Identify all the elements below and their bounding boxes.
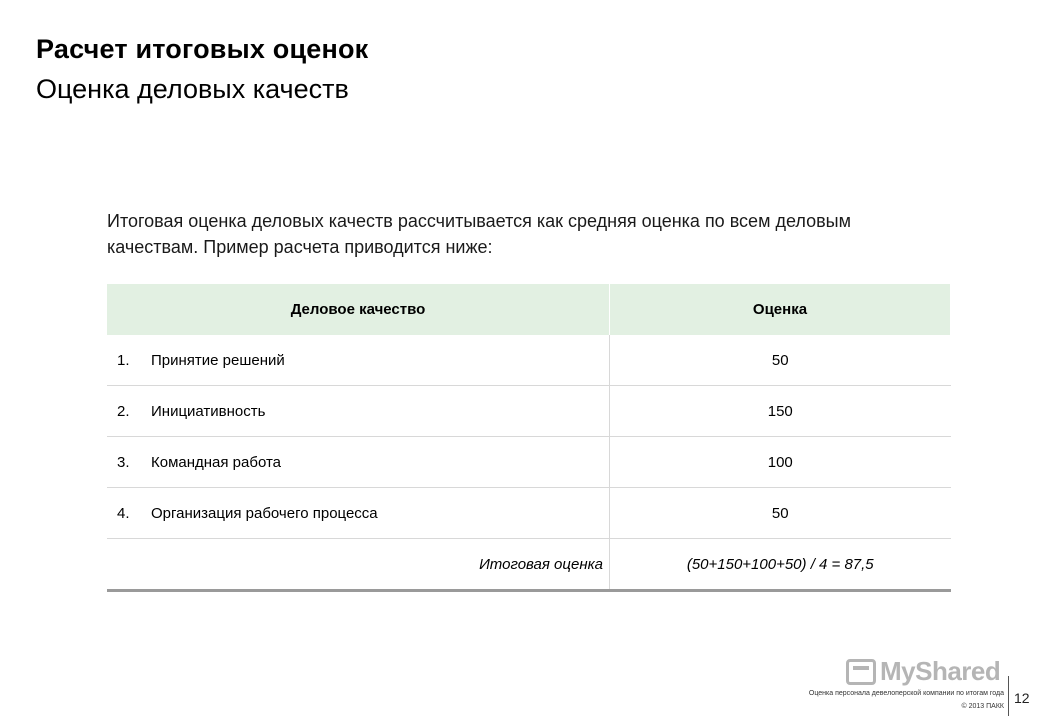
table-row [107,335,951,386]
watermark-logo-icon [846,659,876,685]
row-number: 3. [117,453,130,471]
header-quality: Деловое качество [107,284,610,335]
row-number: 2. [117,402,130,420]
page-subtitle: Оценка деловых качеств [36,74,349,104]
row-number: 1. [117,351,130,369]
total-label: Итоговая оценка [107,539,610,591]
row-score: 100 [610,437,951,488]
page-title: Расчет итоговых оценок [36,34,369,64]
watermark [846,656,1000,687]
table-header-row [107,284,951,335]
row-score: 150 [610,386,951,437]
watermark-text: MyShared [880,656,1001,686]
row-score: 50 [610,488,951,539]
page-number: 12 [1014,690,1030,706]
row-quality-name: Инициативность [151,402,266,420]
row-score: 50 [610,335,951,386]
table-row [107,488,951,539]
row-quality-name: Организация рабочего процесса [151,504,378,522]
row-quality-name: Принятие решений [151,351,285,369]
row-number: 4. [117,504,130,522]
table-row [107,437,951,488]
footer-note: Оценка персонала девелоперской компании по итогам года [808,690,1004,697]
scores-table [107,284,951,592]
intro-text: Итоговая оценка деловых качеств рассчитывается как средняя оценка по всем деловым качествам. Пример расчета приводится ниже: [107,211,851,257]
total-formula: (50+150+100+50) / 4 = 87,5 [610,539,951,591]
total-row [107,539,951,591]
footer-copyright: © 2013 ПАКК [961,703,1004,710]
table-row [107,386,951,437]
footer-divider [1008,676,1009,716]
row-quality-name: Командная работа [151,453,282,471]
header-score: Оценка [610,284,951,335]
